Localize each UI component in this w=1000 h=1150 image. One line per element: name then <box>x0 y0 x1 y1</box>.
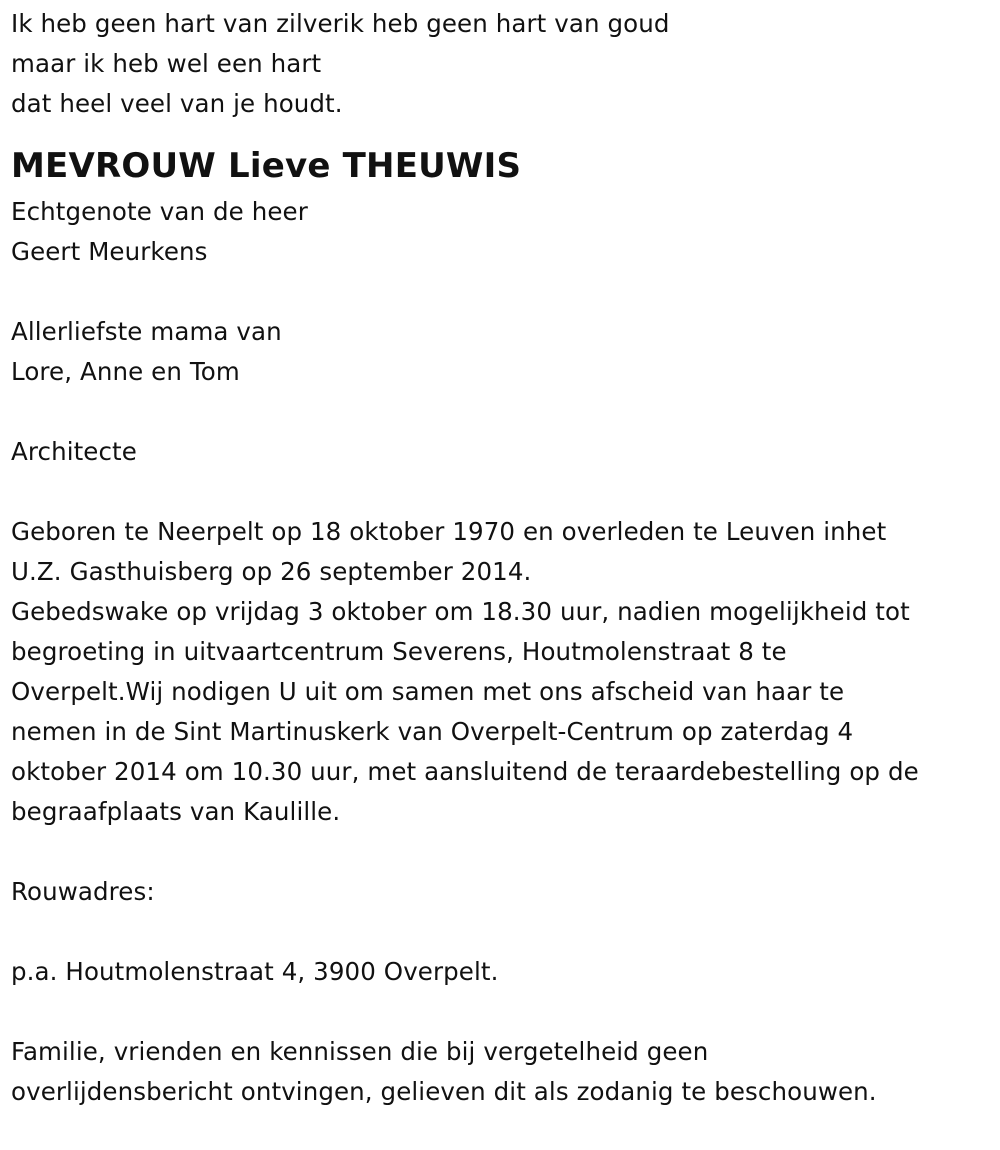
closing-line: Familie, vrienden en kennissen die bij vergetelheid geen <box>11 1037 709 1066</box>
children-line: Allerliefste mama van <box>11 317 282 346</box>
details-line: Overpelt.Wij nodigen U uit om samen met ons afscheid van haar te <box>11 677 845 706</box>
profession: Architecte <box>11 437 137 466</box>
poem-line: Ik heb geen hart van zilverik heb geen hart van goud <box>11 9 670 38</box>
spouse-line: Geert Meurkens <box>11 237 208 266</box>
details-line: U.Z. Gasthuisberg op 26 september 2014. <box>11 557 532 586</box>
details-section <box>11 512 991 832</box>
details-line: begraafplaats van Kaulille. <box>11 797 341 826</box>
closing-section <box>11 1032 991 1112</box>
children-section <box>11 312 991 392</box>
obituary-document <box>11 4 991 1112</box>
spouse-line: Echtgenote van de heer <box>11 197 308 226</box>
mourning-address: p.a. Houtmolenstraat 4, 3900 Overpelt. <box>11 957 499 986</box>
closing-line: overlijdensbericht ontvingen, gelieven dit als zodanig te beschouwen. <box>11 1077 877 1106</box>
mourning-address-label: Rouwadres: <box>11 877 155 906</box>
details-line: oktober 2014 om 10.30 uur, met aansluitend de teraardebestelling op de <box>11 757 919 786</box>
spouse-section <box>11 192 991 272</box>
details-line: nemen in de Sint Martinuskerk van Overpelt-Centrum op zaterdag 4 <box>11 717 854 746</box>
deceased-name: MEVROUW Lieve THEUWIS <box>11 146 522 186</box>
poem <box>11 4 991 124</box>
details-line: begroeting in uitvaartcentrum Severens, Houtmolenstraat 8 te <box>11 637 787 666</box>
children-line: Lore, Anne en Tom <box>11 357 240 386</box>
details-line: Gebedswake op vrijdag 3 oktober om 18.30 uur, nadien mogelijkheid tot <box>11 597 910 626</box>
poem-line: dat heel veel van je houdt. <box>11 89 343 118</box>
poem-line: maar ik heb wel een hart <box>11 49 322 78</box>
details-line: Geboren te Neerpelt op 18 oktober 1970 en overleden te Leuven inhet <box>11 517 887 546</box>
